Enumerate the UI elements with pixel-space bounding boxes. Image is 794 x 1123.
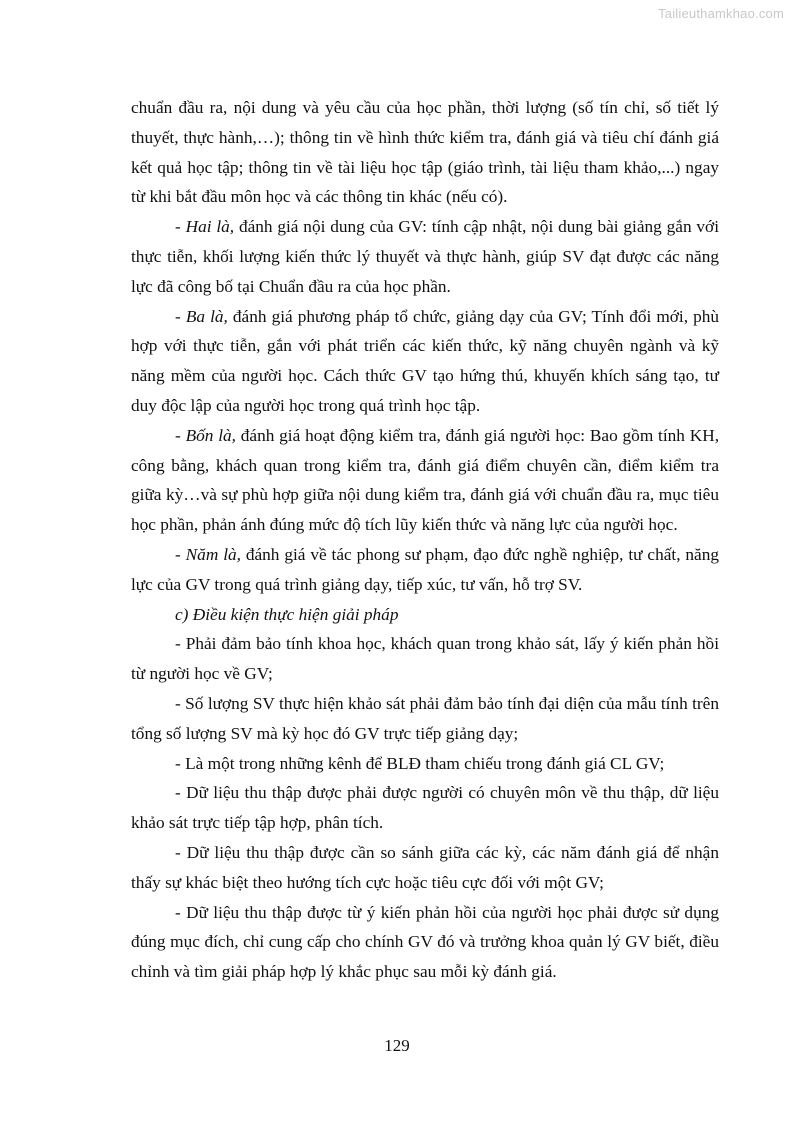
lead-phrase: Năm là, — [185, 544, 241, 564]
lead-phrase: Ba là, — [185, 306, 228, 326]
bullet-prefix: - — [175, 217, 186, 237]
lead-phrase: Hai là, — [185, 217, 235, 237]
page-number: 129 — [384, 1036, 410, 1055]
paragraph-text: đánh giá hoạt động kiểm tra, đánh giá người học: Bao gồm tính KH, công bằng, khách quan trong kiểm tra, đánh giá điểm chuyên cần, điểm kiểm tra giữa kỳ…và sự phù hợp giữa nội dung kiểm tra, đánh giá với chuẩn đầu ra, mục tiêu học phần, phản ánh đúng mức độ tích lũy kiến thức và năng lực của người học. — [131, 425, 720, 535]
condition-item: - Dữ liệu thu thập được phải được người có chuyên môn về thu thập, dữ liệu khảo sát trực tiếp tập hợp, phân tích. — [131, 783, 719, 833]
condition-item: - Dữ liệu thu thập được từ ý kiến phản hồi của người học phải được sử dụng đúng mục đích, chỉ cung cấp cho chính GV đó và trưởng khoa quản lý GV biết, điều chỉnh và tìm giải pháp hợp lý khắc phục sau mỗi kỳ đánh giá. — [131, 902, 719, 982]
paragraph-continuation — [131, 93, 719, 212]
watermark: Tailieuthamkhao.com — [658, 6, 784, 21]
condition-item: - Là một trong những kênh để BLĐ tham chiếu trong đánh giá CL GV; — [175, 753, 665, 773]
paragraph-hai-la — [131, 212, 719, 301]
bullet-prefix: - — [175, 544, 186, 564]
paragraph-text: đánh giá phương pháp tổ chức, giảng dạy của GV; Tính đổi mới, phù hợp với thực tiễn, gắn với phát triển các kiến thức, kỹ năng chuyên ngành và kỹ năng mềm của người học. Cách thức GV tạo hứng thú, khuyến khích sáng tạo, tư duy độc lập của người học trong quá trình học tập. — [131, 306, 720, 415]
bullet-prefix: - — [175, 425, 186, 445]
document-body — [131, 93, 719, 987]
bullet-prefix: - — [175, 306, 186, 326]
lead-phrase: Bốn là, — [185, 425, 236, 445]
paragraph-ba-la — [131, 302, 719, 421]
paragraph-bon-la — [131, 421, 719, 540]
paragraph-text: đánh giá về tác phong sư phạm, đạo đức nghề nghiệp, tư chất, năng lực của GV trong quá trình giảng dạy, tiếp xúc, tư vấn, hỗ trợ SV. — [131, 544, 720, 594]
section-heading: c) Điều kiện thực hiện giải pháp — [175, 604, 399, 624]
condition-item: - Dữ liệu thu thập được cần so sánh giữa các kỳ, các năm đánh giá để nhận thấy sự khác biệt theo hướng tích cực hoặc tiêu cực đối với một GV; — [131, 842, 719, 892]
paragraph-text: đánh giá nội dung của GV: tính cập nhật, nội dung bài giảng gắn với thực tiễn, khối lượng kiến thức lý thuyết và thực hành, giúp SV đạt được các năng lực đã công bố tại Chuẩn đầu ra của học phần. — [131, 217, 719, 296]
condition-item: - Phải đảm bảo tính khoa học, khách quan trong khảo sát, lấy ý kiến phản hồi từ người học về GV; — [131, 634, 719, 684]
paragraph-text: chuẩn đầu ra, nội dung và yêu cầu của học phần, thời lượng (số tín chỉ, số tiết lý thuyết, thực hành,…); thông tin về hình thức kiểm tra, đánh giá và tiêu chí đánh giá kết quả học tập; thông tin về tài liệu học tập (giáo trình, tài liệu tham khảo,...) ngay từ khi bắt đầu môn học và các thông tin khác (nếu có). — [131, 98, 719, 207]
paragraph-nam-la — [131, 540, 719, 600]
condition-item: - Số lượng SV thực hiện khảo sát phải đảm bảo tính đại diện của mẫu tính trên tổng số lượng SV mà kỳ học đó GV trực tiếp giảng dạy; — [131, 693, 719, 743]
